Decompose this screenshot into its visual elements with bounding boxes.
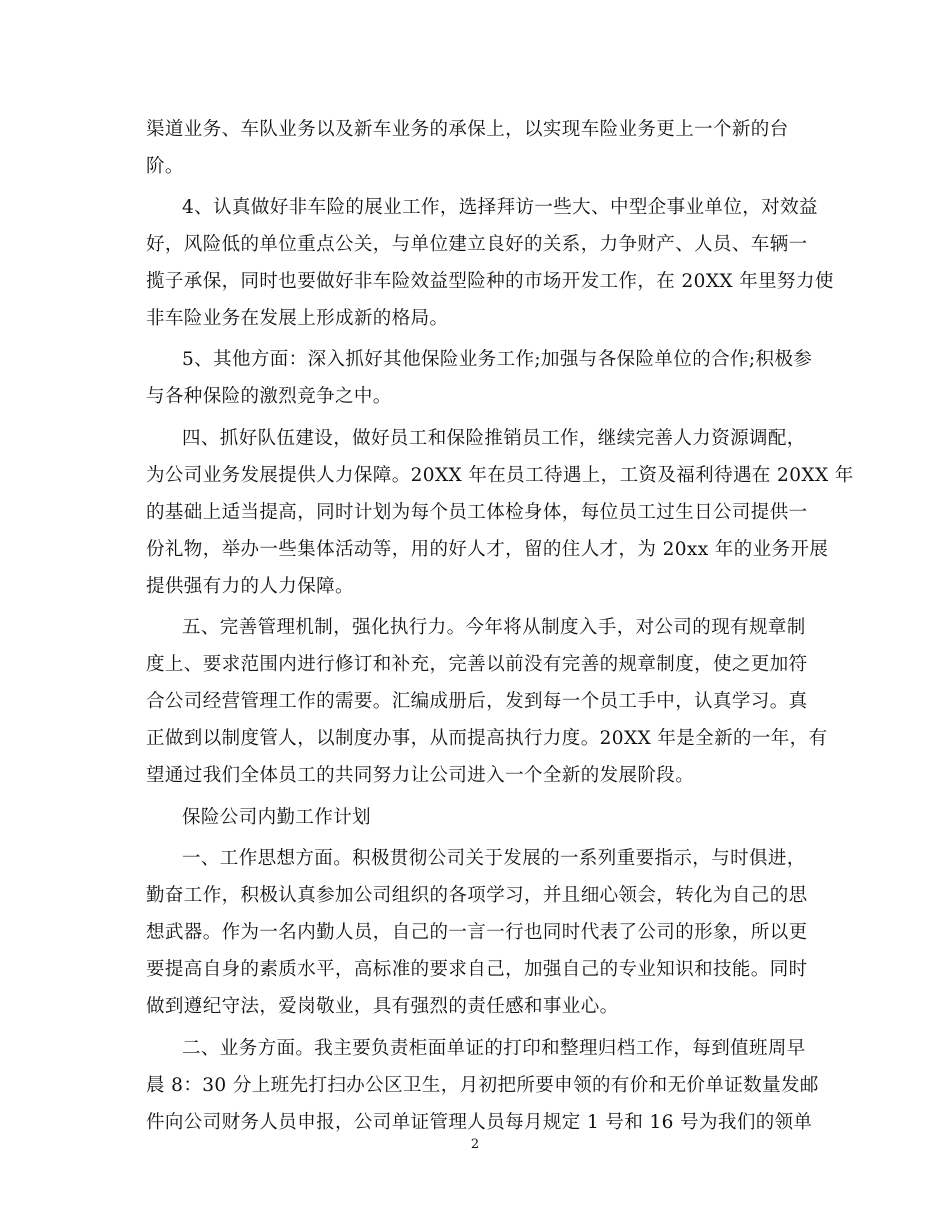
text-line: 度上、要求范围内进行修订和补充，完善以前没有完善的规章制度，使之更加符 <box>146 654 808 675</box>
text-line: 份礼物，举办一些集体活动等，用的好人才，留的住人才，为 20xx 年的业务开展 <box>146 539 829 560</box>
text-line: 非车险业务在发展上形成新的格局。 <box>146 308 449 329</box>
paragraph-first-line: 五、完善管理机制，强化执行力。今年将从制度入手，对公司的现有规章制 <box>182 617 806 638</box>
text-line: 勤奋工作，积极认真参加公司组织的各项学习，并且细心领会，转化为自己的思 <box>146 885 808 906</box>
paragraph-first-line: 二、业务方面。我主要负责柜面单证的打印和整理归档工作，每到值班周早 <box>182 1038 806 1059</box>
text-line: 做到遵纪守法，爱岗敬业，具有强烈的责任感和事业心。 <box>146 996 619 1017</box>
section-heading: 保险公司内勤工作计划 <box>182 807 372 828</box>
text-line: 的基础上适当提高，同时计划为每个员工体检身体，每位员工过生日公司提供一 <box>146 502 808 523</box>
text-line: 渠道业务、车队业务以及新车业务的承保上，以实现车险业务更上一个新的台 <box>146 119 789 140</box>
paragraph-first-line: 四、抓好队伍建设，做好员工和保险推销员工作，继续完善人力资源调配， <box>182 428 806 449</box>
text-line: 要提高自身的素质水平，高标准的要求自己，加强自己的专业知识和技能。同时 <box>146 959 808 980</box>
text-line: 好，风险低的单位重点公关，与单位建立良好的关系，力争财产、人员、车辆一 <box>146 234 808 255</box>
text-line: 阶。 <box>146 156 184 177</box>
text-line: 揽子承保，同时也要做好非车险效益型险种的市场开发工作，在 20XX 年里努力使 <box>146 271 834 292</box>
text-line: 件向公司财务人员申报，公司单证管理人员每月规定 1 号和 16 号为我们的领单 <box>146 1112 813 1133</box>
page-number: 2 <box>470 1137 480 1152</box>
paragraph-first-line: 5、其他方面：深入抓好其他保险业务工作;加强与各保险单位的合作;积极参 <box>182 349 813 370</box>
text-line: 合公司经营管理工作的需要。汇编成册后，发到每一个员工手中，认真学习。真 <box>146 691 808 712</box>
text-line: 正做到以制度管人，以制度办事，从而提高执行力度。20XX 年是全新的一年，有 <box>146 728 828 749</box>
text-line: 与各种保险的激烈竞争之中。 <box>146 386 392 407</box>
paragraph-first-line: 4、认真做好非车险的展业工作，选择拜访一些大、中型企事业单位，对效益 <box>182 197 818 218</box>
text-line: 想武器。作为一名内勤人员，自己的一言一行也同时代表了公司的形象，所以更 <box>146 922 808 943</box>
text-line: 望通过我们全体员工的共同努力让公司进入一个全新的发展阶段。 <box>146 765 695 786</box>
paragraph-first-line: 一、工作思想方面。积极贯彻公司关于发展的一系列重要指示，与时俱进， <box>182 848 806 869</box>
text-line: 提供强有力的人力保障。 <box>146 576 354 597</box>
text-line: 晨 8：30 分上班先打扫办公区卫生，月初把所要申领的有价和无价单证数量发邮 <box>146 1075 819 1096</box>
text-line: 为公司业务发展提供人力保障。20XX 年在员工待遇上，工资及福利待遇在 20XX 年 <box>146 465 854 486</box>
